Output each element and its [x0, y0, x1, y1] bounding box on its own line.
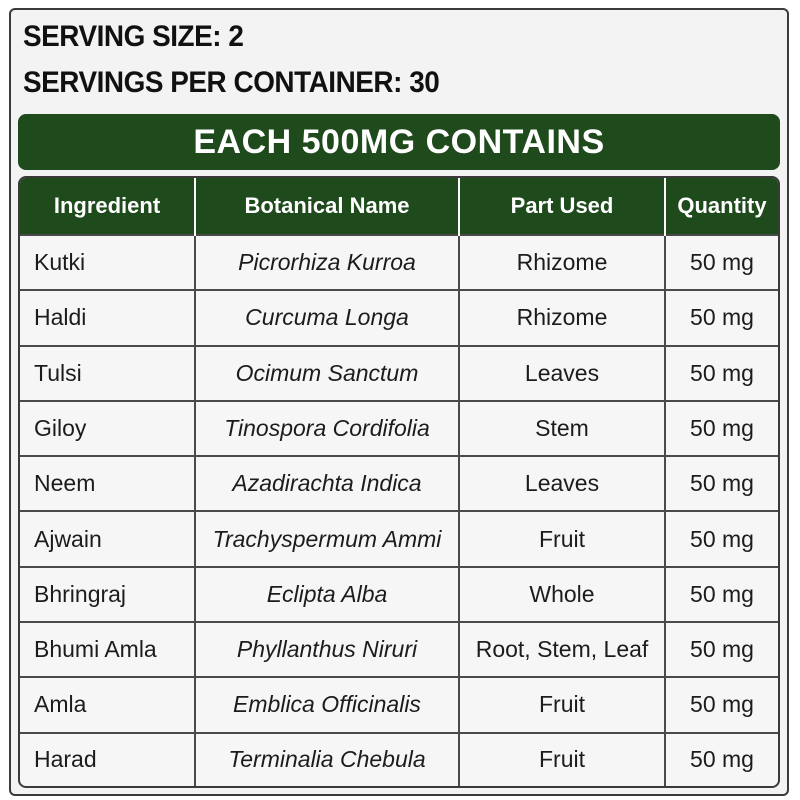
cell-quantity: 50 mg	[665, 567, 778, 622]
ingredients-table-container	[18, 176, 780, 788]
cell-ingredient: Giloy	[20, 401, 195, 456]
cell-botanical-name: Curcuma Longa	[195, 290, 459, 345]
cell-ingredient: Neem	[20, 456, 195, 511]
cell-part-used: Leaves	[459, 456, 665, 511]
cell-botanical-name: Trachyspermum Ammi	[195, 511, 459, 566]
cell-ingredient: Tulsi	[20, 346, 195, 401]
ingredients-table	[20, 178, 778, 786]
table-header-row	[20, 178, 778, 235]
cell-botanical-name: Tinospora Cordifolia	[195, 401, 459, 456]
cell-quantity: 50 mg	[665, 401, 778, 456]
contents-banner: EACH 500MG CONTAINS	[18, 114, 780, 170]
cell-part-used: Rhizome	[459, 235, 665, 290]
cell-quantity: 50 mg	[665, 622, 778, 677]
table-row	[20, 567, 778, 622]
header-quantity: Quantity	[665, 178, 778, 235]
cell-part-used: Root, Stem, Leaf	[459, 622, 665, 677]
cell-ingredient: Haldi	[20, 290, 195, 345]
servings-per-container-text: SERVINGS PER CONTAINER: 30	[23, 66, 440, 99]
cell-quantity: 50 mg	[665, 456, 778, 511]
table-row	[20, 733, 778, 786]
cell-botanical-name: Ocimum Sanctum	[195, 346, 459, 401]
cell-quantity: 50 mg	[665, 733, 778, 786]
cell-botanical-name: Phyllanthus Niruri	[195, 622, 459, 677]
cell-ingredient: Bhumi Amla	[20, 622, 195, 677]
cell-botanical-name: Eclipta Alba	[195, 567, 459, 622]
cell-ingredient: Bhringraj	[20, 567, 195, 622]
cell-ingredient: Amla	[20, 677, 195, 732]
table-row	[20, 290, 778, 345]
cell-part-used: Whole	[459, 567, 665, 622]
cell-ingredient: Kutki	[20, 235, 195, 290]
cell-part-used: Rhizome	[459, 290, 665, 345]
cell-ingredient: Ajwain	[20, 511, 195, 566]
table-row	[20, 235, 778, 290]
cell-quantity: 50 mg	[665, 346, 778, 401]
table-row	[20, 511, 778, 566]
header-botanical-name: Botanical Name	[195, 178, 459, 235]
cell-botanical-name: Terminalia Chebula	[195, 733, 459, 786]
header-ingredient: Ingredient	[20, 178, 195, 235]
table-row	[20, 346, 778, 401]
table-row	[20, 401, 778, 456]
cell-part-used: Stem	[459, 401, 665, 456]
serving-size-text: SERVING SIZE: 2	[23, 20, 244, 53]
cell-quantity: 50 mg	[665, 290, 778, 345]
table-row	[20, 622, 778, 677]
table-row	[20, 677, 778, 732]
cell-part-used: Fruit	[459, 677, 665, 732]
cell-part-used: Fruit	[459, 733, 665, 786]
cell-quantity: 50 mg	[665, 511, 778, 566]
table-row	[20, 456, 778, 511]
cell-botanical-name: Picrorhiza Kurroa	[195, 235, 459, 290]
cell-ingredient: Harad	[20, 733, 195, 786]
cell-part-used: Fruit	[459, 511, 665, 566]
cell-botanical-name: Azadirachta Indica	[195, 456, 459, 511]
cell-botanical-name: Emblica Officinalis	[195, 677, 459, 732]
cell-part-used: Leaves	[459, 346, 665, 401]
cell-quantity: 50 mg	[665, 677, 778, 732]
header-part-used: Part Used	[459, 178, 665, 235]
cell-quantity: 50 mg	[665, 235, 778, 290]
